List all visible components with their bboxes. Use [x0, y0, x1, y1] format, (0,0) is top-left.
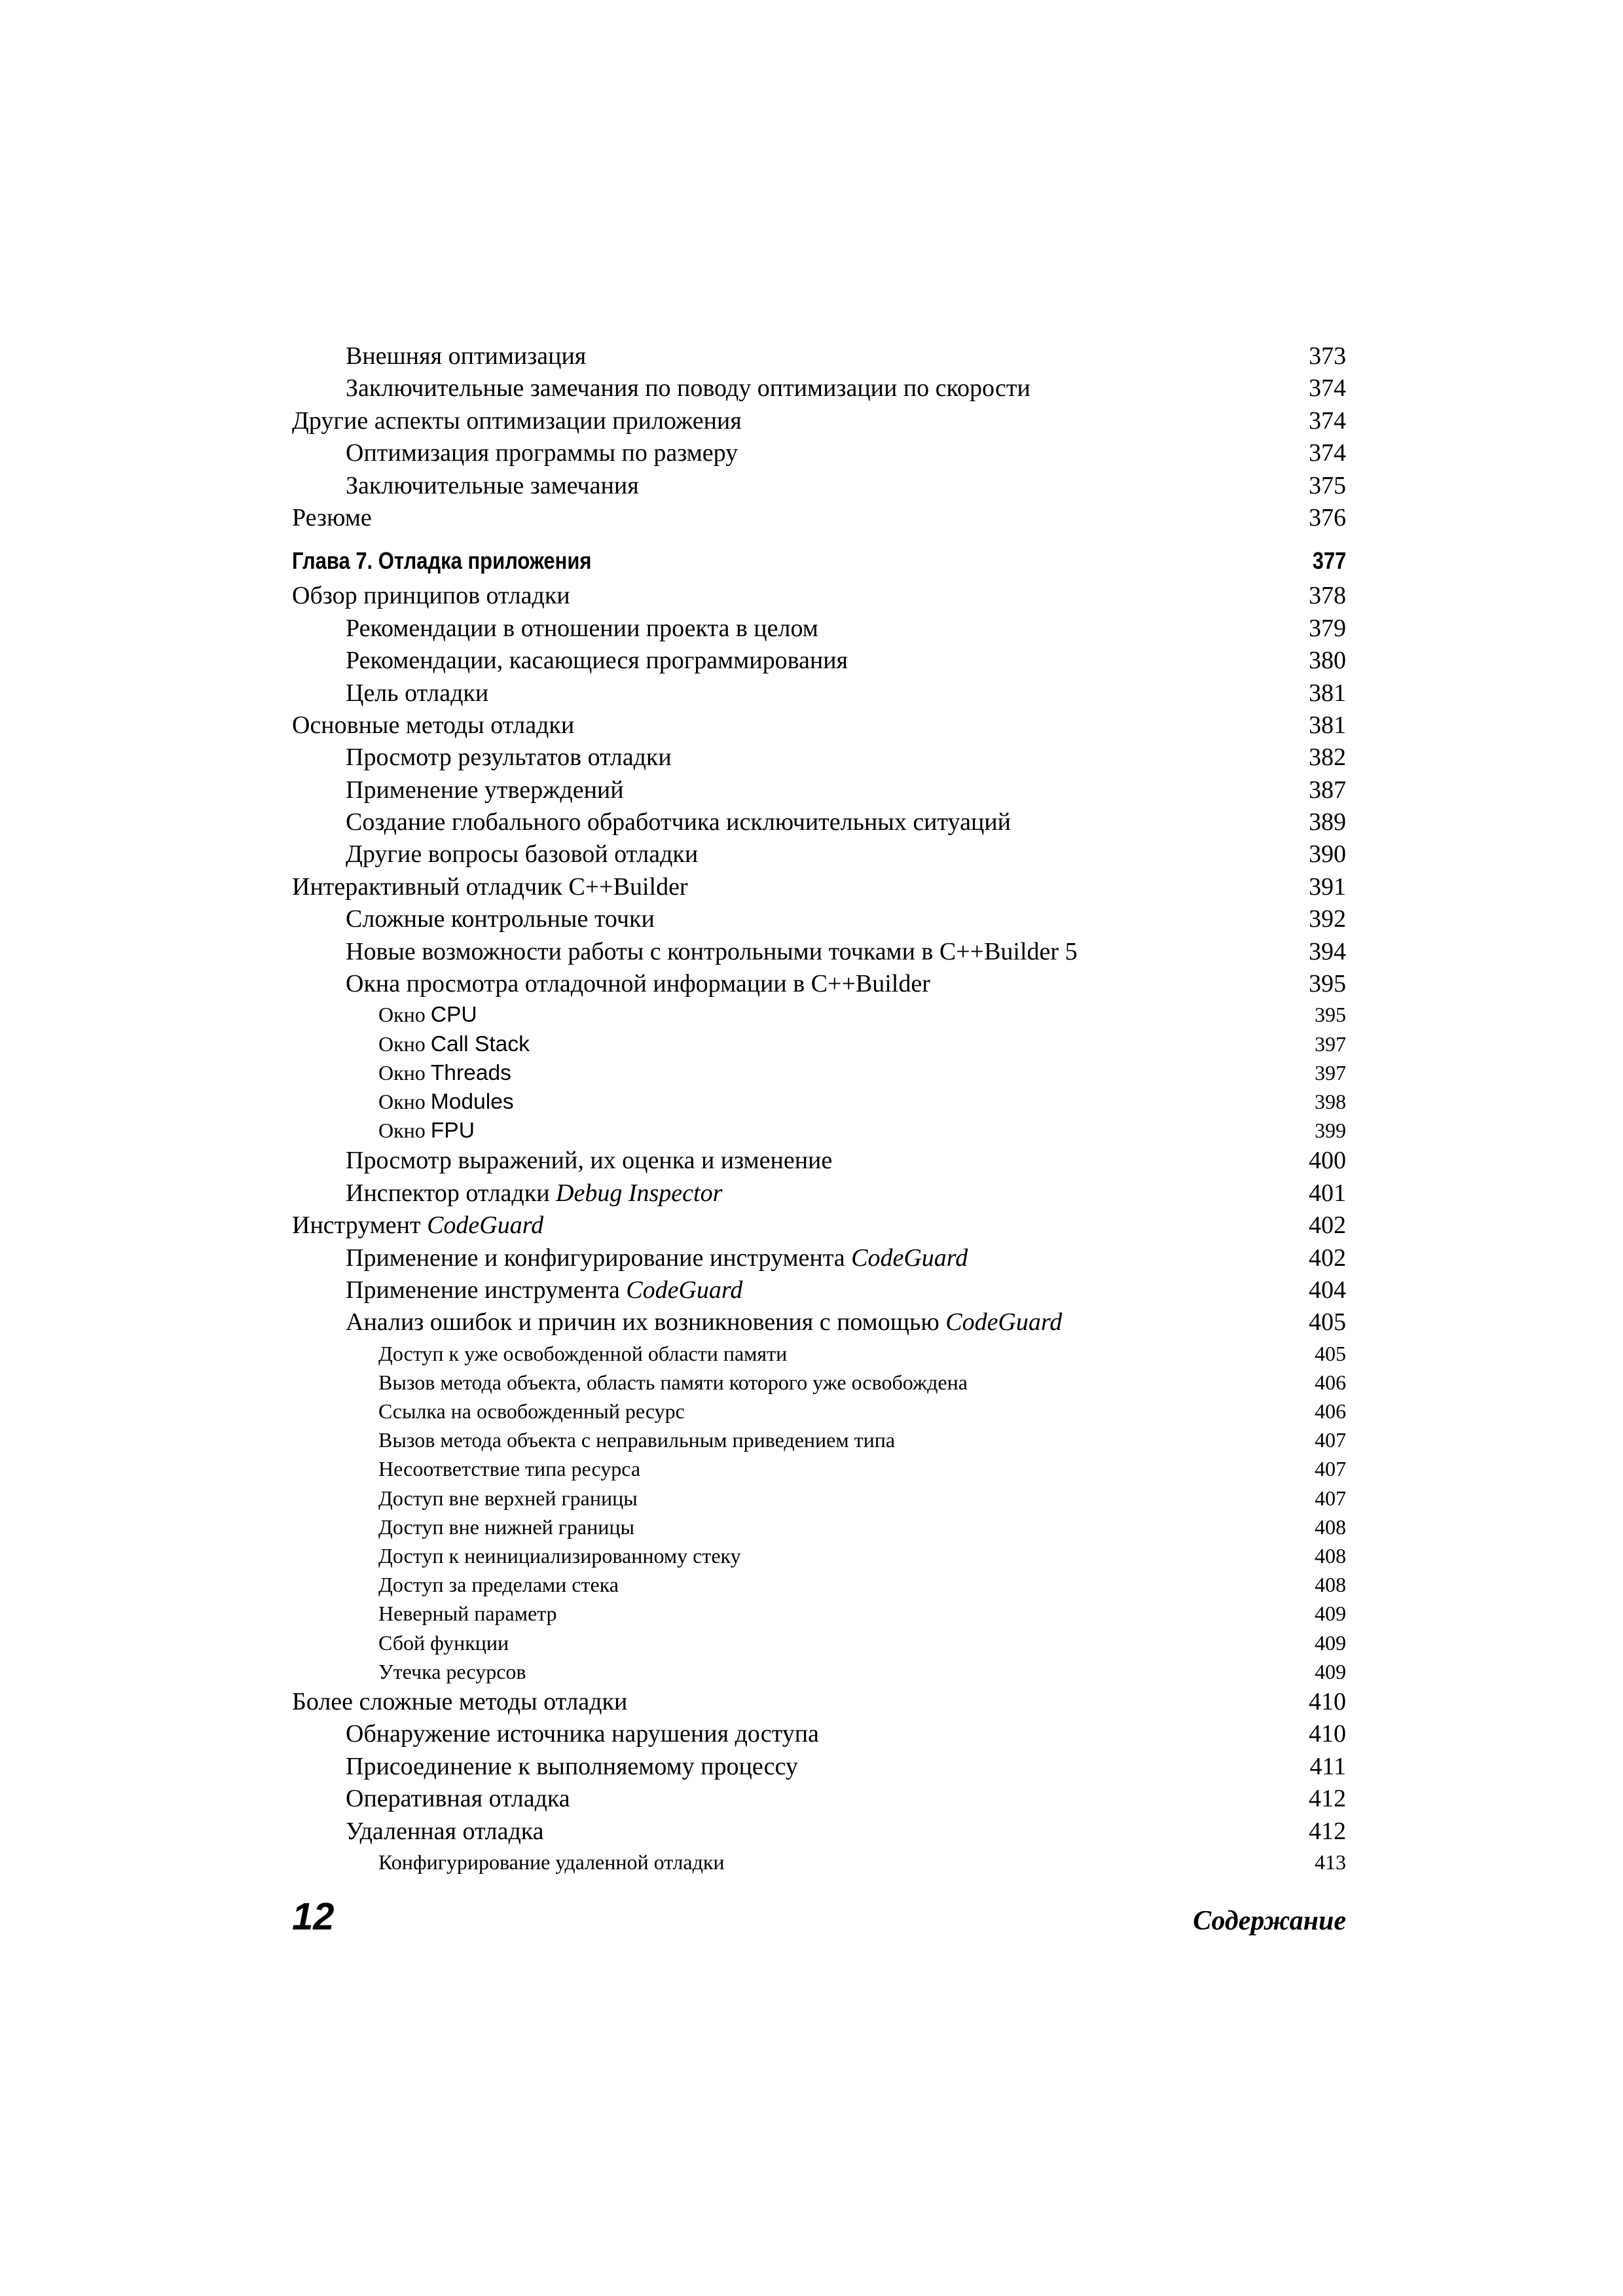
- toc-entry: [292, 1087, 1346, 1116]
- toc-entry: [292, 1242, 1346, 1274]
- toc-entry-page: 374: [1309, 374, 1346, 403]
- toc-entry: [292, 340, 1346, 372]
- toc-entry-title: Применение утверждений: [346, 776, 624, 804]
- page-number: 12: [292, 1895, 335, 1938]
- toc-entry: [292, 437, 1346, 469]
- toc-entry-page: 395: [1315, 1003, 1346, 1027]
- toc-entry-page: 408: [1315, 1573, 1346, 1597]
- toc-entry-title: Другие аспекты оптимизации приложения: [292, 406, 742, 435]
- toc-entry-page: 401: [1309, 1179, 1346, 1207]
- toc-entry-title: [292, 1210, 543, 1242]
- toc-entry-title: [378, 1087, 514, 1117]
- toc-entry-page: 400: [1309, 1147, 1346, 1175]
- toc-entry-page: 375: [1309, 471, 1346, 499]
- toc-entry: [292, 774, 1346, 806]
- toc-entry: [292, 645, 1346, 677]
- toc-entry-page: 379: [1309, 614, 1346, 642]
- toc-entry: [292, 1397, 1346, 1426]
- toc-entry: [292, 580, 1346, 612]
- toc-entry-page: 398: [1315, 1089, 1346, 1113]
- toc-entry: [292, 1751, 1346, 1783]
- toc-entry-page: 407: [1315, 1457, 1346, 1481]
- toc-chapter-heading: [292, 542, 1346, 580]
- toc-entry-title: Резюме: [292, 503, 372, 531]
- toc-entry-title: Создание глобального обработчика исключительных ситуаций: [346, 808, 1011, 836]
- toc-entry-title: [378, 1058, 511, 1088]
- toc-entry-title: Конфигурирование удаленной отладки: [378, 1850, 725, 1874]
- toc-entry-title: Заключительные замечания: [346, 471, 639, 499]
- toc-entry: [292, 677, 1346, 709]
- toc-entry-title: [346, 1274, 742, 1306]
- toc-entry-title: Несоответствие типа ресурса: [378, 1457, 641, 1481]
- toc-entry-page: 412: [1309, 1817, 1346, 1845]
- toc-entry-page: 404: [1309, 1276, 1346, 1304]
- toc-entry-title: Просмотр выражений, их оценка и изменение: [346, 1147, 833, 1175]
- toc-entry: [292, 1783, 1346, 1815]
- toc-entry-page: 409: [1315, 1602, 1346, 1626]
- toc-entry: [292, 936, 1346, 968]
- toc-entry-page: 408: [1315, 1544, 1346, 1568]
- toc-entry-title-prefix: Инспектор отладки: [346, 1179, 556, 1207]
- toc-entry-title: Сбой функции: [378, 1630, 509, 1655]
- toc-entry-page: 407: [1315, 1428, 1346, 1452]
- toc-entry-page: 390: [1309, 840, 1346, 869]
- toc-entry: [292, 1426, 1346, 1454]
- toc-entry: [292, 709, 1346, 742]
- toc-entry-title: Цель отладки: [346, 679, 489, 707]
- toc-entry-title: [346, 1177, 722, 1210]
- toc-entry-page: 376: [1309, 503, 1346, 531]
- toc-entry-page: 406: [1315, 1370, 1346, 1394]
- toc-entry-title-term: CodeGuard: [945, 1308, 1063, 1336]
- toc-entry: [292, 1686, 1346, 1718]
- toc-entry: [292, 1816, 1346, 1848]
- page-footer: [292, 1895, 1346, 1939]
- toc-entry-title-prefix: Применение и конфигурирование инструмента: [346, 1244, 852, 1272]
- toc-entry-title-prefix: Окно: [378, 1031, 431, 1056]
- toc-entry-page: 394: [1309, 937, 1346, 965]
- toc-entry-title: [346, 1242, 968, 1274]
- toc-entry-title: Основные методы отладки: [292, 711, 575, 739]
- toc-entry: [292, 1599, 1346, 1628]
- toc-entry-page: 381: [1309, 711, 1346, 739]
- toc-entry: [292, 470, 1346, 502]
- toc-entry-title: Доступ за пределами стека: [378, 1573, 619, 1597]
- toc-entry-page: 378: [1309, 582, 1346, 610]
- toc-entry-title: [346, 1306, 1062, 1338]
- toc-entry-page: 389: [1309, 808, 1346, 836]
- toc-entry: [292, 1454, 1346, 1483]
- toc-entry: [292, 1210, 1346, 1242]
- toc-entry: [292, 1306, 1346, 1338]
- toc-entry-page: 397: [1315, 1060, 1346, 1085]
- toc-entry-title: Окна просмотра отладочной информации в C++Builder: [346, 970, 930, 998]
- toc-entry-page: 373: [1309, 342, 1346, 370]
- toc-entry: [292, 1657, 1346, 1686]
- toc-entry-title: [378, 1000, 477, 1030]
- toc-entry-title-term: Threads: [430, 1060, 511, 1085]
- toc-entry-title-term: Call Stack: [430, 1031, 530, 1056]
- toc-entry-title-prefix: Окно: [378, 1060, 431, 1085]
- toc-entry-title: Оперативная отладка: [346, 1785, 570, 1813]
- toc-entry: [292, 1368, 1346, 1397]
- toc-entry-page: 399: [1315, 1119, 1346, 1143]
- toc-entry-title: Рекомендации, касающиеся программирования: [346, 647, 848, 675]
- toc-entry-title: Заключительные замечания по поводу оптимизации по скорости: [346, 374, 1030, 403]
- toc-entry: [292, 1484, 1346, 1513]
- toc-entry-title: Неверный параметр: [378, 1602, 557, 1626]
- toc-entry-page: 408: [1315, 1515, 1346, 1539]
- toc-entry-page: 412: [1309, 1785, 1346, 1813]
- toc-entry: [292, 1541, 1346, 1570]
- toc-entry: [292, 871, 1346, 903]
- toc-entry-page: 402: [1309, 1211, 1346, 1240]
- toc-entry-page: 391: [1309, 872, 1346, 901]
- toc-entry: [292, 502, 1346, 534]
- toc-entry: [292, 1339, 1346, 1368]
- toc-entry-title: Удаленная отладка: [346, 1817, 544, 1845]
- toc-entry-page: 409: [1315, 1630, 1346, 1655]
- toc-entry-page: 374: [1309, 439, 1346, 467]
- toc-entry-page: 405: [1309, 1308, 1346, 1336]
- toc-entry-title-term: CodeGuard: [626, 1276, 743, 1304]
- table-of-contents: [292, 340, 1346, 1876]
- toc-entry-page: 397: [1315, 1031, 1346, 1056]
- toc-entry-page: 381: [1309, 679, 1346, 707]
- toc-entry: [292, 1058, 1346, 1087]
- toc-entry-page: 395: [1309, 970, 1346, 998]
- toc-entry-page: 410: [1309, 1720, 1346, 1748]
- toc-entry: [292, 968, 1346, 1000]
- toc-entry: [292, 1718, 1346, 1750]
- toc-entry: [292, 806, 1346, 838]
- toc-entry-title: Внешняя оптимизация: [346, 342, 587, 370]
- toc-entry-title-term: CPU: [430, 1003, 477, 1028]
- toc-entry: [292, 1116, 1346, 1145]
- toc-entry: [292, 903, 1346, 935]
- toc-entry-title-term: CodeGuard: [851, 1244, 968, 1272]
- toc-entry-title: Обнаружение источника нарушения доступа: [346, 1720, 819, 1748]
- toc-entry: [292, 372, 1346, 404]
- toc-entry-page: 409: [1315, 1659, 1346, 1683]
- toc-entry-title: Оптимизация программы по размеру: [346, 439, 739, 467]
- toc-entry-title: Другие вопросы базовой отладки: [346, 840, 699, 869]
- toc-entry-page: 374: [1309, 406, 1346, 435]
- toc-entry: [292, 405, 1346, 437]
- toc-entry-title: Сложные контрольные точки: [346, 905, 655, 933]
- toc-entry: [292, 1000, 1346, 1029]
- toc-entry-title-prefix: Окно: [378, 1089, 431, 1113]
- toc-entry-page: 405: [1315, 1341, 1346, 1365]
- toc-entry-title: Доступ вне верхней границы: [378, 1486, 638, 1510]
- toc-entry-title: [378, 1030, 530, 1059]
- toc-entry-title-prefix: Применение инструмента: [346, 1276, 627, 1304]
- toc-entry-title-prefix: Анализ ошибок и причин их возникновения с помощью: [346, 1308, 946, 1336]
- toc-entry-title: Доступ вне нижней границы: [378, 1515, 634, 1539]
- toc-entry-title: Более сложные методы отладки: [292, 1687, 628, 1715]
- toc-entry-title-prefix: Окно: [378, 1119, 431, 1143]
- toc-entry-title: Утечка ресурсов: [378, 1659, 526, 1683]
- toc-entry: [292, 1030, 1346, 1058]
- toc-entry-title: Просмотр результатов отладки: [346, 744, 672, 772]
- toc-entry-title: Интерактивный отладчик C++Builder: [292, 872, 688, 901]
- toc-entry: [292, 1145, 1346, 1177]
- toc-entry-page: 411: [1309, 1752, 1346, 1780]
- toc-entry-title: Рекомендации в отношении проекта в целом: [346, 614, 818, 642]
- toc-entry-title-term: Debug Inspector: [556, 1179, 723, 1207]
- toc-entry: [292, 613, 1346, 645]
- toc-entry: [292, 742, 1346, 774]
- toc-entry-title: Вызов метода объекта с неправильным приведением типа: [378, 1428, 896, 1452]
- toc-entry-page: 406: [1315, 1399, 1346, 1424]
- toc-entry-title: Обзор принципов отладки: [292, 582, 570, 610]
- toc-entry: [292, 1628, 1346, 1657]
- running-title: Содержание: [1193, 1906, 1346, 1936]
- toc-entry-page: 387: [1309, 776, 1346, 804]
- toc-entry-title-term: FPU: [430, 1119, 475, 1143]
- toc-entry-title: Присоединение к выполняемому процессу: [346, 1752, 798, 1780]
- toc-entry-title: Доступ к уже освобожденной области памяти: [378, 1341, 788, 1365]
- toc-entry-title-prefix: Инструмент: [292, 1211, 428, 1240]
- toc-entry-page: 402: [1309, 1244, 1346, 1272]
- toc-entry: [292, 1848, 1346, 1876]
- toc-entry: [292, 1177, 1346, 1210]
- toc-entry-page: 380: [1309, 647, 1346, 675]
- toc-entry: [292, 838, 1346, 870]
- toc-entry-page: 413: [1315, 1850, 1346, 1874]
- chapter-title: Глава 7. Отладка приложения: [292, 547, 592, 575]
- toc-entry-title: [378, 1116, 475, 1145]
- toc-entry-page: 392: [1309, 905, 1346, 933]
- toc-entry-title-term: Modules: [430, 1089, 514, 1114]
- toc-entry-title: Доступ к неинициализированному стеку: [378, 1544, 741, 1568]
- toc-entry-title: Новые возможности работы с контрольными точками в C++Builder 5: [346, 937, 1078, 965]
- toc-entry-title-prefix: Окно: [378, 1003, 431, 1027]
- toc-entry: [292, 1274, 1346, 1306]
- toc-entry-title: Вызов метода объекта, область памяти которого уже освобождена: [378, 1370, 968, 1394]
- toc-entry-page: 410: [1309, 1687, 1346, 1715]
- chapter-page: 377: [1312, 547, 1347, 575]
- toc-entry-page: 382: [1309, 744, 1346, 772]
- toc-entry-title: Ссылка на освобожденный ресурс: [378, 1399, 685, 1424]
- toc-entry: [292, 1513, 1346, 1541]
- toc-entry: [292, 1570, 1346, 1599]
- toc-entry-page: 407: [1315, 1486, 1346, 1510]
- toc-entry-title-term: CodeGuard: [427, 1211, 544, 1240]
